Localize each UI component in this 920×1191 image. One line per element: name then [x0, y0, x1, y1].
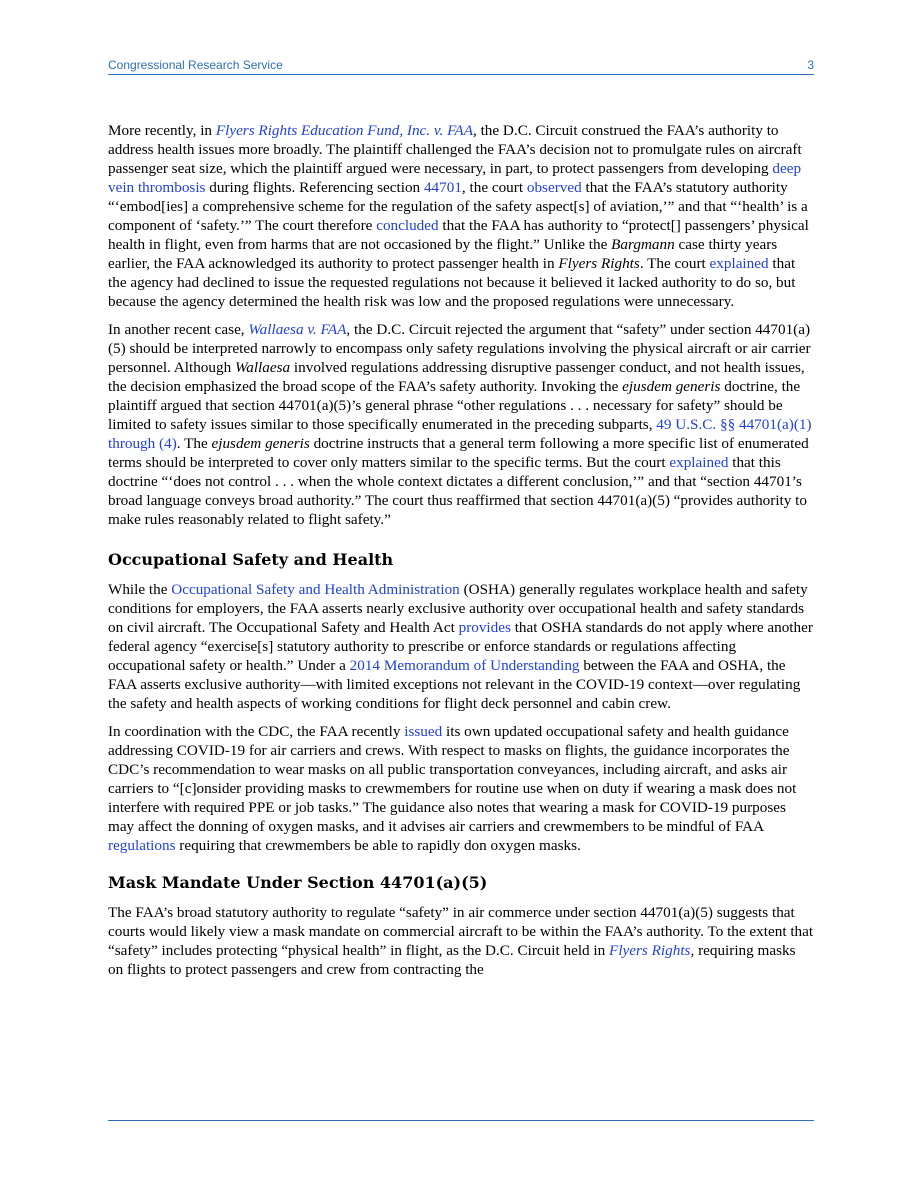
text-span: that OSHA standards do not apply where another federal agency “exercise[s] statutory authority to prescribe or enforce standards or regulations affecting occupational safety or health.” Under a — [108, 619, 813, 674]
case-name: Wallaesa v. FAA — [248, 321, 347, 338]
link-observed[interactable]: observed — [526, 179, 582, 196]
paragraph-mask-mandate — [108, 903, 814, 979]
text-span: doctrine, the plaintiff argued that section 44701(a)(5)’s general phrase “other regulations . . . necessary for safety” should be limited to safety issues similar to those specifically enumerated in the preceding subparts, — [108, 378, 801, 433]
text-span: . The — [176, 435, 212, 452]
text-span: More recently, in — [108, 122, 216, 139]
link-section-44701[interactable]: 44701 — [423, 179, 462, 196]
link-flyers-rights[interactable] — [609, 942, 690, 959]
text-span: The FAA’s broad statutory authority to regulate “safety” in air commerce under section 44701(a)(5) suggests that courts would likely view a mask mandate on commercial aircraft to be within the FAA’s authority. To the extent that “safety” includes protecting “physical health” in flight, as the D.C. Circuit held in — [108, 904, 814, 959]
link-deep-vein-thrombosis[interactable]: deep vein thrombosis — [108, 160, 802, 196]
case-name: Flyers Rights Education Fund, Inc. v. FAA — [215, 122, 473, 139]
link-memorandum[interactable]: 2014 Memorandum of Understanding — [349, 657, 580, 674]
text-span: case thirty years earlier, the FAA acknowledged its authority to protect passenger health in — [108, 236, 778, 272]
paragraph-cdc-coordination — [108, 722, 814, 855]
link-flyers-rights-case[interactable] — [216, 122, 473, 139]
page-header — [108, 58, 814, 75]
page-number: 3 — [807, 58, 814, 72]
text-span: In another recent case, — [108, 321, 249, 338]
document-body — [108, 121, 814, 988]
link-osha[interactable]: Occupational Safety and Health Administration — [171, 581, 460, 598]
paragraph-osha — [108, 580, 814, 713]
text-span: , the D.C. Circuit rejected the argument that “safety” under section 44701(a)(5) should be interpreted narrowly to encompass only safety regulations involving the physical aircraft or air carrier personnel. Although — [108, 321, 811, 376]
footer-divider — [108, 1120, 814, 1121]
text-span: (OSHA) generally regulates workplace health and safety conditions for employers, the FAA asserts nearly exclusive authority over occupational health and safety standards on civil aircraft. The Occupational Safety and Health Act — [108, 581, 808, 636]
section-heading-mask-mandate: Mask Mandate Under Section 44701(a)(5) — [108, 873, 488, 892]
link-usc-citation[interactable]: 49 U.S.C. §§ 44701(a)(1) through (4) — [108, 416, 812, 452]
text-span: that this doctrine “‘does not control . . . when the whole context dictates a different conclusion,’” and that “section 44701’s broad language conveys broad authority.” The court thus reaffirmed that section 44701(a)(5) “provides authority to make rules reasonably related to flight safety.” — [108, 454, 807, 528]
link-issued[interactable]: issued — [404, 723, 443, 740]
text-span: between the FAA and OSHA, the FAA asserts exclusive authority—with limited exceptions not relevant in the COVID-19 context—over regulating the safety and health aspects of working conditions for flight deck personnel and cabin crew. — [108, 657, 801, 712]
link-provides[interactable]: provides — [458, 619, 511, 636]
text-span: While the — [108, 581, 172, 598]
case-name: Flyers Rights — [558, 255, 640, 272]
text-span: during flights. Referencing section — [205, 179, 424, 196]
text-span: its own updated occupational safety and health guidance addressing COVID-19 for air carriers and crews. With respect to masks on flights, the guidance incorporates the CDC’s recommendation to wear masks on all public transportation conveyances, including aircraft, and asks air carriers to “[c]onsider providing masks to crewmembers for routine use when on duty if wearing a mask does not interfere with required PPE or job tasks.” The guidance also notes that wearing a mask for COVID-19 purposes may affect the donning of oxygen masks, and it advises air carriers and crewmembers to be mindful of FAA — [108, 723, 797, 835]
paragraph-flyers-rights — [108, 121, 814, 311]
link-explained[interactable]: explained — [709, 255, 769, 272]
link-explained[interactable]: explained — [669, 454, 729, 471]
text-span: involved regulations addressing disruptive passenger conduct, and not health issues, the decision emphasized the broad scope of the FAA’s safety authority. Invoking the — [108, 359, 805, 395]
text-span: , the court — [461, 179, 527, 196]
paragraph-wallaesa — [108, 320, 814, 529]
text-span: , the D.C. Circuit construed the FAA’s authority to address health issues more broadly. The plaintiff challenged the FAA’s decision not to promulgate rules on aircraft passenger seat size, which the plaintiff argued were necessary, in part, to protect passengers from developing — [108, 122, 802, 177]
text-span: that the agency had declined to issue the requested regulations not because it believed it lacked authority to do so, but because the agency determined the health risk was low and the proposed regulations were unnecessary. — [108, 255, 796, 310]
text-span: doctrine instructs that a general term following a more specific list of enumerated terms should be interpreted to cover only matters similar to the specific terms. But the court — [108, 435, 809, 471]
section-heading-occupational-safety: Occupational Safety and Health — [108, 550, 394, 569]
text-span: , requiring masks on flights to protect passengers and crew from contracting the — [108, 942, 796, 978]
text-span: In coordination with the CDC, the FAA recently — [108, 723, 405, 740]
doctrine-name: ejusdem generis — [211, 435, 310, 452]
text-span: that the FAA’s statutory authority “‘embod[ies] a comprehensive scheme for the regulation of the safety aspect[s] of aviation,’” and that “‘health’ is a component of ‘safety.’” The court therefore — [108, 179, 808, 234]
link-concluded[interactable]: concluded — [376, 217, 439, 234]
case-name: Wallaesa — [234, 359, 291, 376]
case-name: Bargmann — [611, 236, 675, 253]
text-span: that the FAA has authority to “protect[] passengers’ physical health in flight, even from harms that are not occasioned by the flight.” Unlike the — [108, 217, 809, 253]
header-publisher: Congressional Research Service — [108, 58, 283, 72]
link-regulations[interactable]: regulations — [108, 837, 176, 854]
text-span: . The court — [639, 255, 710, 272]
link-wallaesa-case[interactable] — [248, 321, 346, 338]
case-name: Flyers Rights — [609, 942, 691, 959]
doctrine-name: ejusdem generis — [622, 378, 721, 395]
text-span: requiring that crewmembers be able to rapidly don oxygen masks. — [175, 837, 581, 854]
